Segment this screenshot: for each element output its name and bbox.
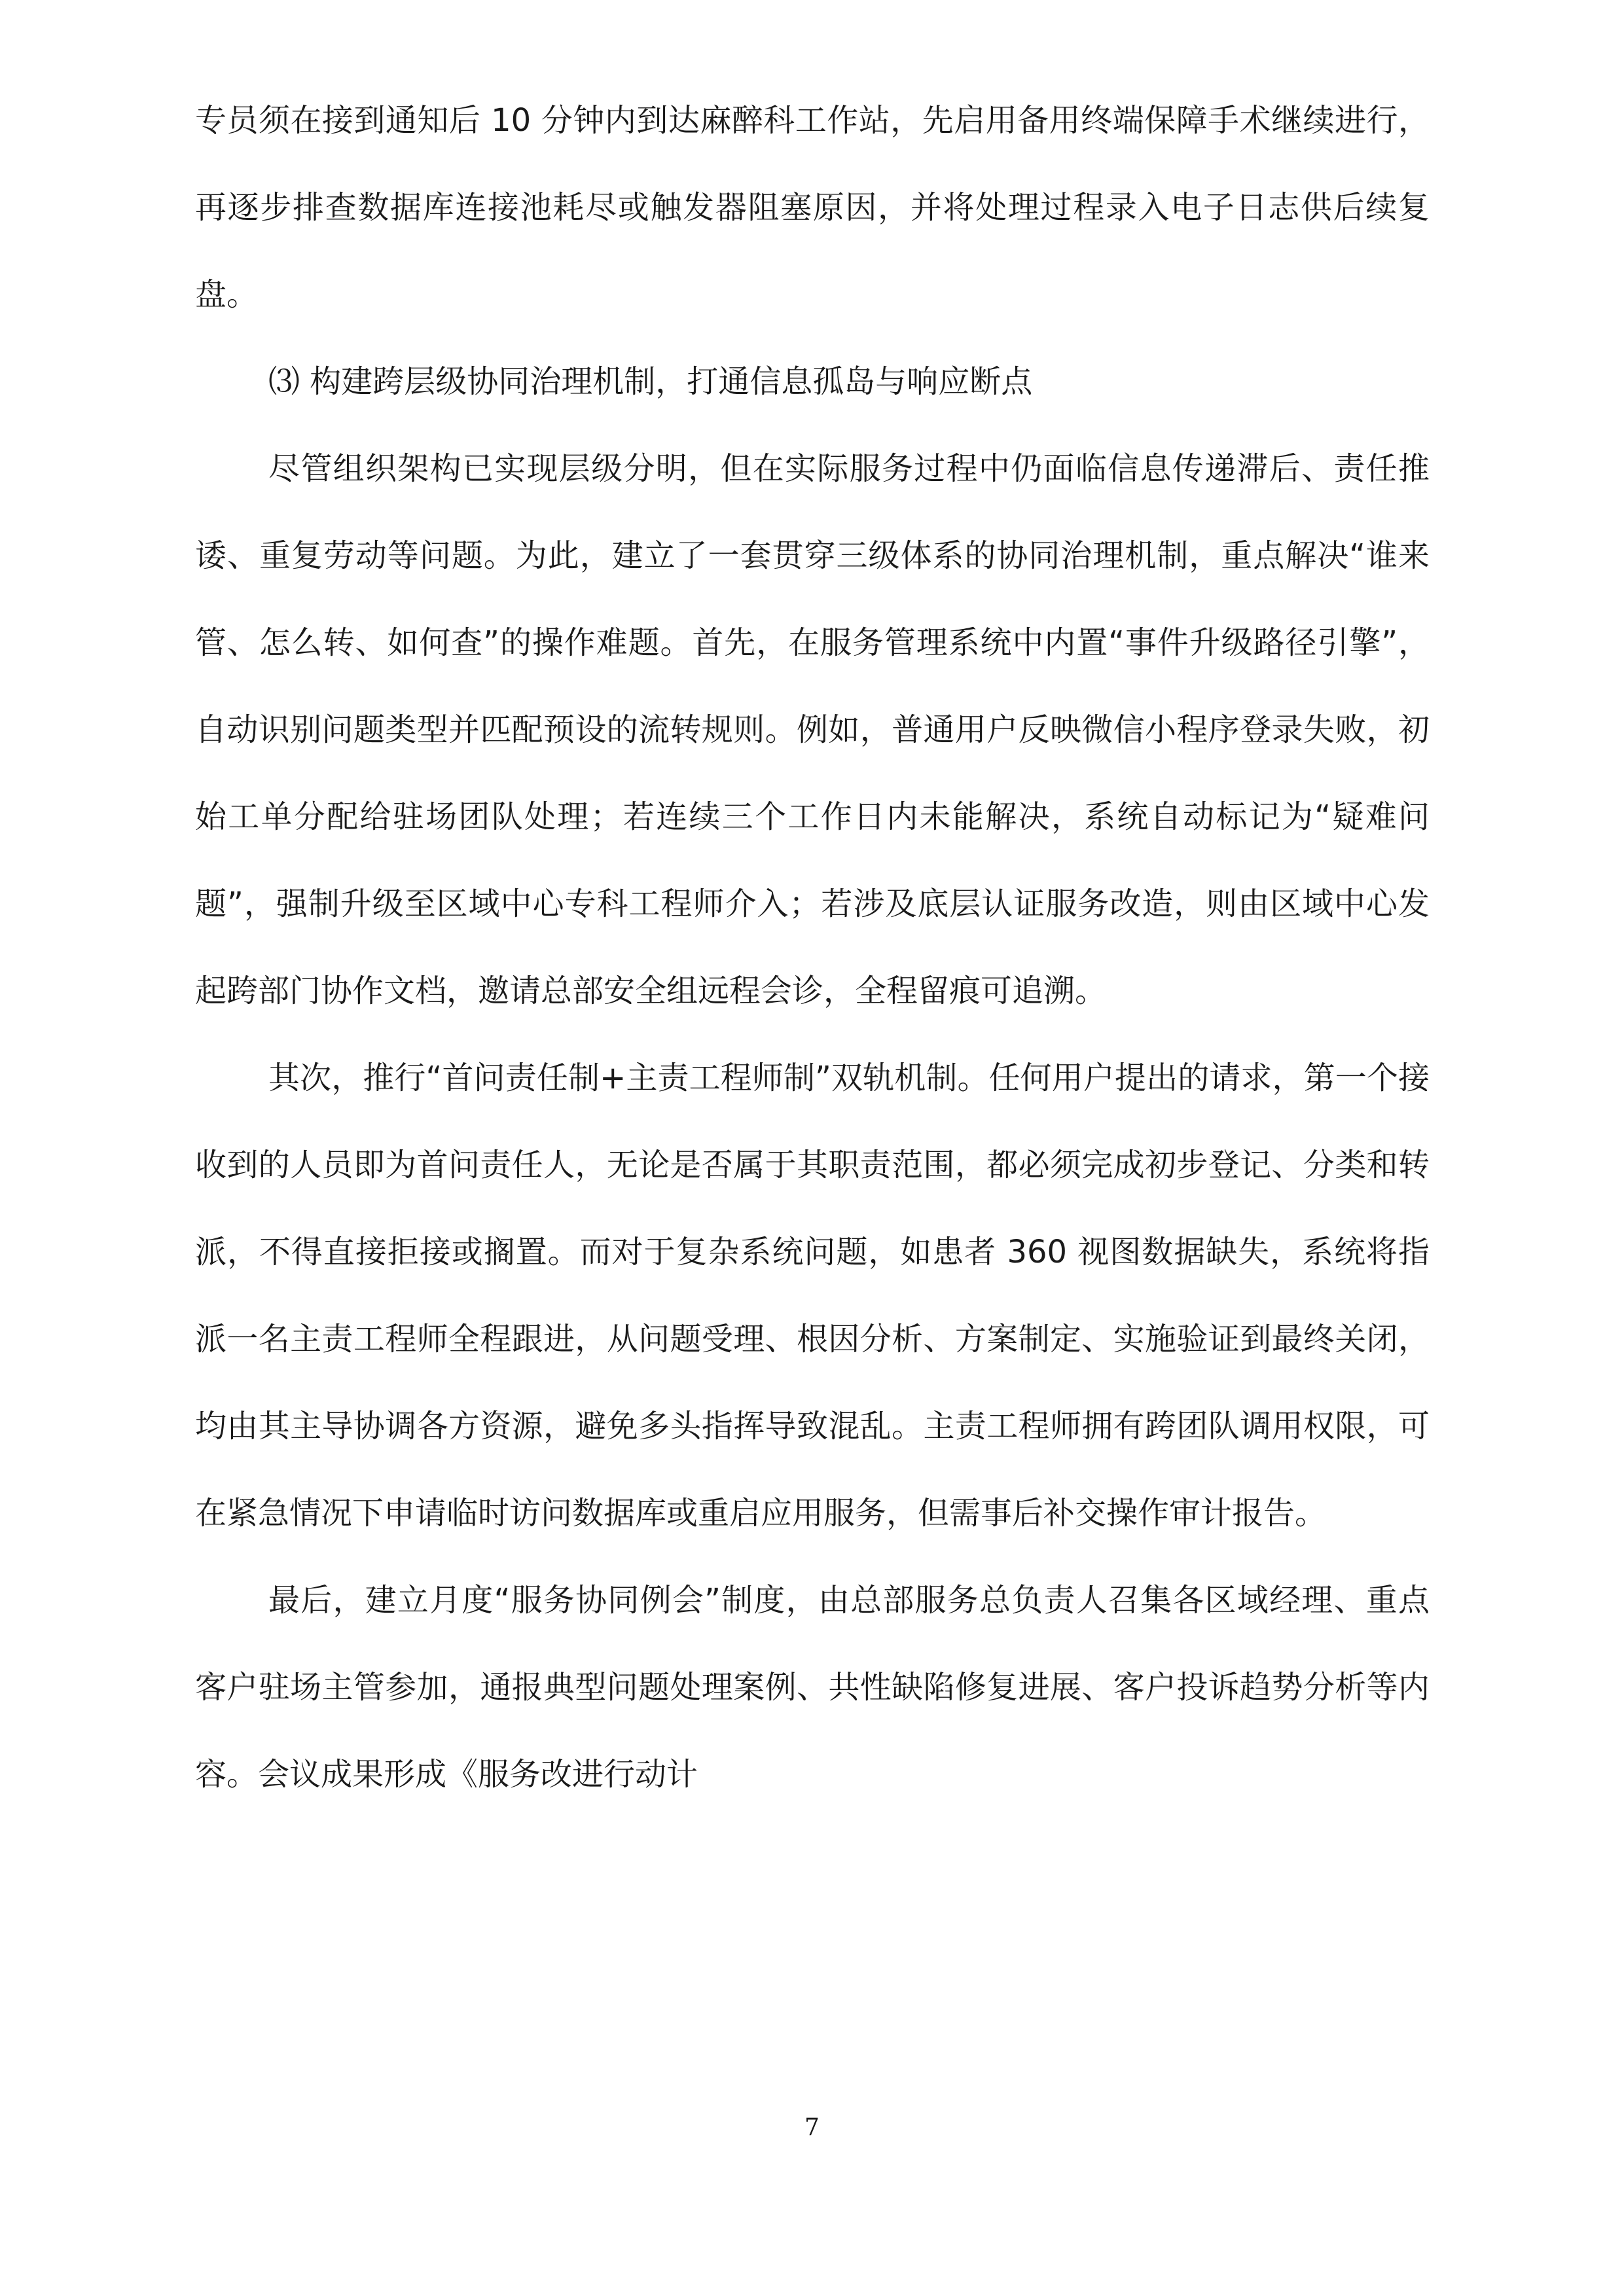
body-text: [195, 77, 1430, 1818]
paragraph-responsibility: 其次，推行“首问责任制+主责工程师制”双轨机制。任何用户提出的请求，第一个接收到的人员即为首问责任人，无论是否属于其职责范围，都必须完成初步登记、分类和转派，不得直接拒接或搁置。而对于复杂系统问题，如患者 360 视图数据缺失，系统将指派一名主责工程师全程跟进，从问题受理、根因分析、方案制定、实施验证到最终关闭，均由其主导协调各方资源，避免多头指挥导致混乱。主责工程师拥有跨团队调用权限，可在紧急情况下申请临时访问数据库或重启应用服务，但需事后补交操作审计报告。: [195, 1060, 1430, 1532]
paragraph-continuation: 专员须在接到通知后 10 分钟内到达麻醉科工作站，先启用备用终端保障手术继续进行，再逐步排查数据库连接池耗尽或触发器阻塞原因，并将处理过程录入电子日志供后续复盘。: [195, 102, 1430, 313]
section-heading: ⑶ 构建跨层级协同治理机制，打通信息孤岛与响应断点: [268, 363, 1033, 400]
page-number: 7: [804, 2114, 820, 2141]
paragraph-governance: 尽管组织架构已实现层级分明，但在实际服务过程中仍面临信息传递滞后、责任推诿、重复劳动等问题。为此，建立了一套贯穿三级体系的协同治理机制，重点解决“谁来管、怎么转、如何查”的操作难题。首先，在服务管理系统中内置“事件升级路径引擎”，自动识别问题类型并匹配预设的流转规则。例如，普通用户反映微信小程序登录失败，初始工单分配给驻场团队处理；若连续三个工作日内未能解决，系统自动标记为“疑难问题”，强制升级至区域中心专科工程师介入；若涉及底层认证服务改造，则由区域中心发起跨部门协作文档，邀请总部安全组远程会诊，全程留痕可追溯。: [195, 450, 1430, 1009]
paragraph-meeting: 最后，建立月度“服务协同例会”制度，由总部服务总负责人召集各区域经理、重点客户驻场主管参加，通报典型问题处理案例、共性缺陷修复进展、客户投诉趋势分析等内容。会议成果形成《服务改进行动计: [195, 1582, 1430, 1793]
